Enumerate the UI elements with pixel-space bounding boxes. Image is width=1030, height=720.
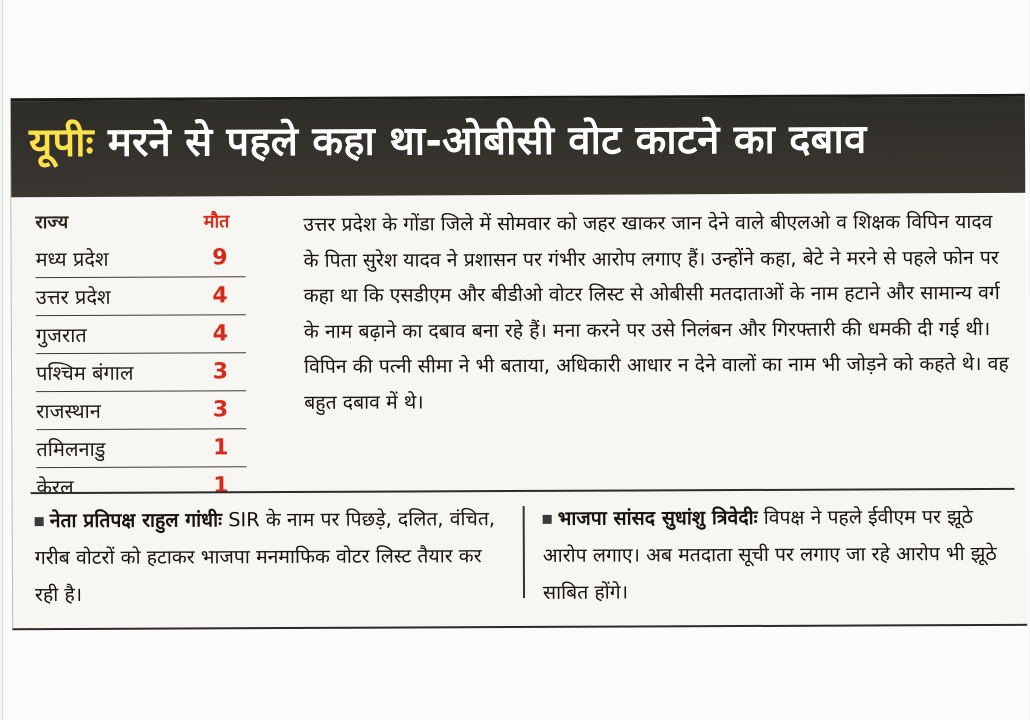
quote-right xyxy=(543,498,1013,611)
bullet-icon xyxy=(543,515,552,524)
bullet-icon xyxy=(35,517,44,526)
headline xyxy=(29,107,867,175)
row-state: केरल xyxy=(36,474,74,500)
table-row xyxy=(36,391,246,430)
row-state: उत्तर प्रदेश xyxy=(35,284,111,310)
table-row xyxy=(35,239,245,278)
table-row xyxy=(36,353,246,392)
table-row xyxy=(36,277,246,316)
table-row xyxy=(36,315,246,354)
news-clipping xyxy=(10,94,1027,630)
headline-text: मरने से पहले कहा था-ओबीसी वोट काटने का दबाव xyxy=(93,116,867,166)
row-count: 4 xyxy=(212,283,228,309)
row-state: पश्चिम बंगाल xyxy=(35,360,134,386)
row-count: 3 xyxy=(212,359,229,385)
table-header xyxy=(35,209,245,240)
row-count: 1 xyxy=(213,435,229,461)
article-body: उत्तर प्रदेश के गोंडा जिले में सोमवार को जहर खाकर जान देने वाले बीएलओ व शिक्षक विपिन यादव के पिता सुरेश यादव ने प्रशासन पर गंभीर आरोप लगाए हैं। उन्होंने कहा, बेटे ने मरने से पहले फोन पर कहा था कि एसडीएम और बीडीओ वोटर लिस्ट से ओबीसी मतदाताओं के नाम हटाने और सामान्य वर्ग के नाम बढ़ाने का दबाव बना रहे हैं। मना करने पर उसे निलंबन और गिरफ्तारी की धमकी दी गई थी। विपिन की पत्नी सीमा ने भी बताया, अधिकारी आधार न देने वालों का नाम भी जोड़ने को कहते थे। वह बहुत दबाव में थे। xyxy=(303,209,1009,414)
row-state: मध्य प्रदेश xyxy=(35,246,109,272)
page-background xyxy=(2,0,1029,720)
table-row xyxy=(36,467,246,505)
row-state: गुजरात xyxy=(35,322,87,348)
quote-left-text: SIR के नाम पर पिछड़े, दलित, वंचित, गरीब वोटरों को हटाकर भाजपा मनमाफिक वोटर लिस्ट तैयार कर रही है। xyxy=(34,507,496,607)
row-count: 4 xyxy=(212,321,228,347)
row-state: तमिलनाडु xyxy=(36,436,106,462)
quote-left-speaker: नेता प्रतिपक्ष राहुल गांधीः xyxy=(49,508,223,533)
headline-state: यूपीः xyxy=(28,119,94,167)
quote-right-text: विपक्ष ने पहले ईवीएम पर झूठे आरोप लगाए। अब मतदाता सूची पर लगाए जा रहे आरोप भी झूठे साबित होंगे। xyxy=(542,505,997,604)
quote-right-speaker: भाजपा सांसद सुधांशु त्रिवेदीः xyxy=(557,505,758,530)
row-state: राजस्थान xyxy=(36,398,101,424)
quote-separator xyxy=(523,506,525,598)
table-row xyxy=(36,429,246,468)
headline-band xyxy=(11,94,1025,197)
row-count: 3 xyxy=(212,397,229,423)
col-deaths-header: मौत xyxy=(203,211,230,233)
deaths-table xyxy=(35,209,246,505)
row-count: 1 xyxy=(213,473,229,499)
col-state-header: राज्य xyxy=(35,211,69,234)
row-count: 9 xyxy=(212,245,228,271)
quote-left xyxy=(35,500,505,613)
